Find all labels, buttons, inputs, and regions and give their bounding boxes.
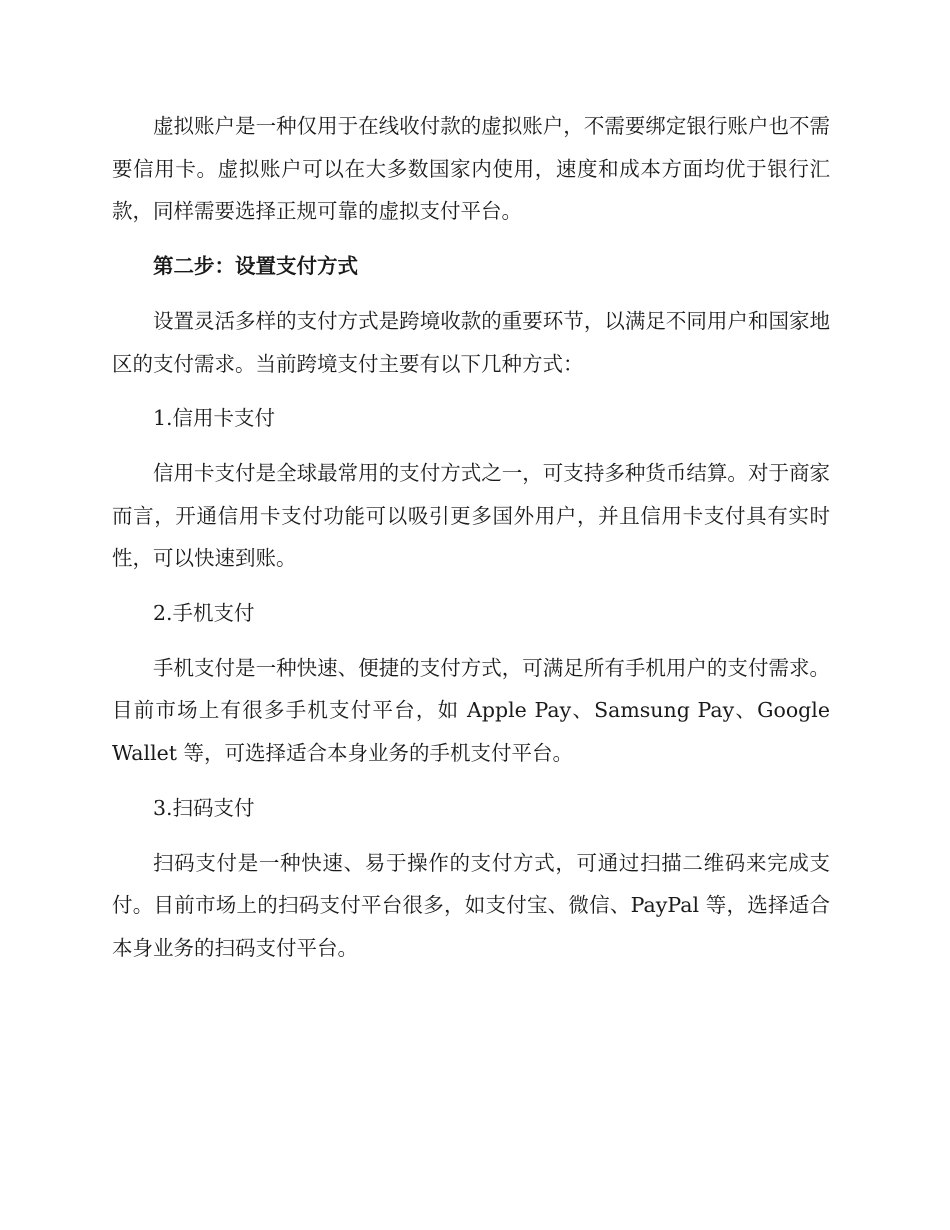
paragraph-mobile-payment: 手机支付是一种快速、便捷的支付方式，可满足所有手机用户的支付需求。目前市场上有很多手机支付平台，如 Apple Pay、Samsung Pay、Google Wallet 等，可选择适合本身业务的手机支付平台。 (112, 655, 830, 766)
paragraph-credit-card: 信用卡支付是全球最常用的支付方式之一，可支持多种货币结算。对于商家而言，开通信用卡支付功能可以吸引更多国外用户，并且信用卡支付具有实时性，可以快速到账。 (112, 460, 830, 571)
paragraph-qr-payment: 扫码支付是一种快速、易于操作的支付方式，可通过扫描二维码来完成支付。目前市场上的扫码支付平台很多，如支付宝、微信、PayPal 等，选择适合本身业务的扫码支付平台。 (112, 850, 830, 960)
subheading-qr-payment: 3.扫码支付 (153, 795, 255, 820)
subheading-mobile-payment: 2.手机支付 (153, 601, 255, 626)
section-heading-step-two: 第二步：设置支付方式 (153, 254, 358, 279)
document-body (112, 105, 830, 982)
paragraph-payment-methods-intro: 设置灵活多样的支付方式是跨境收款的重要环节，以满足不同用户和国家地区的支付需求。当前跨境支付主要有以下几种方式： (112, 308, 830, 376)
paragraph-virtual-account: 虚拟账户是一种仅用于在线收付款的虚拟账户，不需要绑定银行账户也不需要信用卡。虚拟账户可以在大多数国家内使用，速度和成本方面均优于银行汇款，同样需要选择正规可靠的虚拟支付平台。 (112, 114, 830, 224)
subheading-credit-card: 1.信用卡支付 (153, 406, 276, 431)
